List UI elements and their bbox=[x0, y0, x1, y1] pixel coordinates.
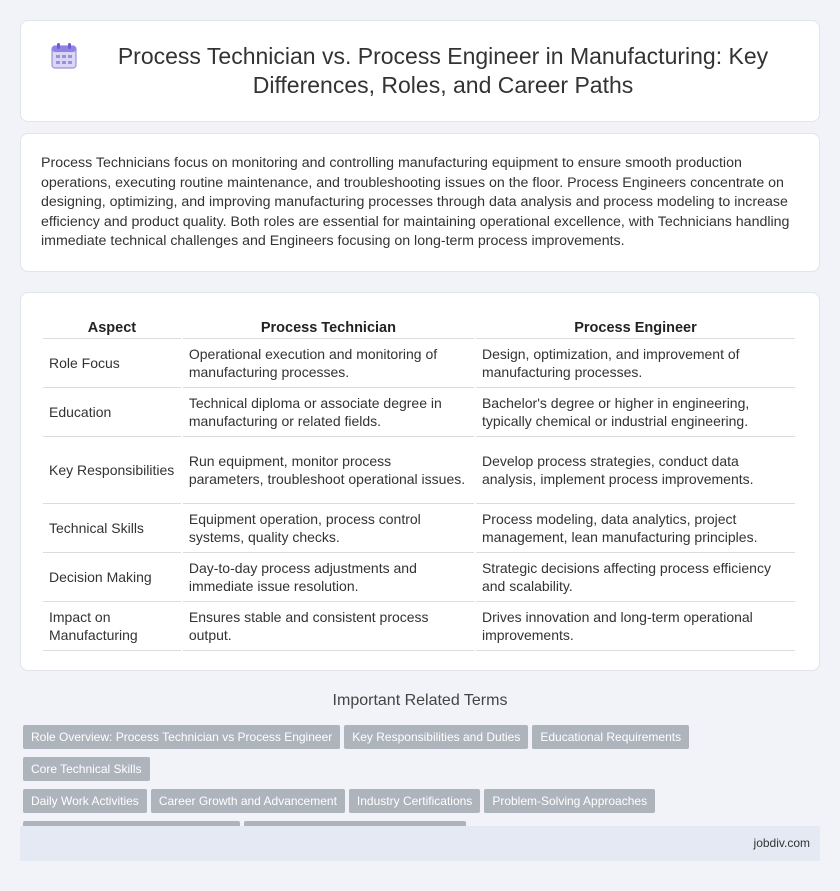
table-cell: Day-to-day process adjustments and immediate issue resolution. bbox=[183, 552, 474, 601]
table-header-row bbox=[43, 313, 795, 338]
table-cell: Technical diploma or associate degree in manufacturing or related fields. bbox=[183, 387, 474, 436]
table-cell: Run equipment, monitor process parameters, troubleshoot operational issues. bbox=[183, 436, 474, 503]
comparison-table bbox=[41, 313, 797, 651]
tag-educational-requirements[interactable]: Educational Requirements bbox=[532, 725, 689, 749]
comparison-table-card bbox=[20, 292, 820, 671]
table-cell: Design, optimization, and improvement of manufacturing processes. bbox=[476, 338, 795, 387]
table-cell: Strategic decisions affecting process efficiency and scalability. bbox=[476, 552, 795, 601]
footer-site-link[interactable]: jobdiv.com bbox=[753, 836, 810, 850]
intro-card bbox=[20, 133, 820, 272]
intro-text: Process Technicians focus on monitoring and controlling manufacturing equipment to ensure smooth production operations, executing routine maintenance, and troubleshooting issues on the floor. Process Engineers concentrate on designing, optimizing, and improving manufacturing processes through data analysis and process modeling to increase efficiency and product quality. Both roles are essential for maintaining operational excellence, with Technicians handling immediate technical challenges and Engineers focusing on long-term process improvements. bbox=[41, 155, 790, 249]
tag-daily-work-activities[interactable]: Daily Work Activities bbox=[23, 789, 147, 813]
table-cell: Decision Making bbox=[43, 552, 181, 601]
header-engineer: Process Engineer bbox=[574, 320, 697, 336]
tag-career-growth[interactable]: Career Growth and Advancement bbox=[151, 789, 345, 813]
table-cell: Key Responsibilities bbox=[43, 436, 181, 503]
tag-core-technical-skills[interactable]: Core Technical Skills bbox=[23, 757, 150, 781]
table-row bbox=[43, 503, 795, 552]
table-cell: Role Focus bbox=[43, 338, 181, 387]
tag-role-overview[interactable]: Role Overview: Process Technician vs Process Engineer bbox=[23, 725, 340, 749]
table-cell: Technical Skills bbox=[43, 503, 181, 552]
table-cell: Develop process strategies, conduct data analysis, implement process improvements. bbox=[476, 436, 795, 503]
related-terms-heading: Important Related Terms bbox=[332, 692, 508, 709]
table-cell: Education bbox=[43, 387, 181, 436]
table-row bbox=[43, 552, 795, 601]
tag-problem-solving[interactable]: Problem-Solving Approaches bbox=[484, 789, 655, 813]
table-cell: Operational execution and monitoring of manufacturing processes. bbox=[183, 338, 474, 387]
header-aspect: Aspect bbox=[87, 320, 137, 336]
calendar-icon bbox=[51, 42, 77, 70]
tag-key-responsibilities[interactable]: Key Responsibilities and Duties bbox=[344, 725, 528, 749]
table-row bbox=[43, 338, 795, 387]
table-cell: Drives innovation and long-term operational improvements. bbox=[476, 601, 795, 651]
table-cell: Process modeling, data analytics, project management, lean manufacturing principles. bbox=[476, 503, 795, 552]
header-technician: Process Technician bbox=[260, 320, 396, 336]
table-cell: Ensures stable and consistent process output. bbox=[183, 601, 474, 651]
table-row bbox=[43, 387, 795, 436]
table-cell: Impact on Manufacturing bbox=[43, 601, 181, 651]
footer bbox=[20, 826, 820, 861]
title-card bbox=[20, 20, 820, 122]
page-title: Process Technician vs. Process Engineer in Manufacturing: Key Differences, Roles, and Career Paths bbox=[117, 43, 769, 98]
table-row bbox=[43, 601, 795, 651]
table-cell: Bachelor's degree or higher in engineering, typically chemical or industrial engineering. bbox=[476, 387, 795, 436]
table-row bbox=[43, 436, 795, 503]
tag-industry-certifications[interactable]: Industry Certifications bbox=[349, 789, 480, 813]
table-cell: Equipment operation, process control systems, quality checks. bbox=[183, 503, 474, 552]
